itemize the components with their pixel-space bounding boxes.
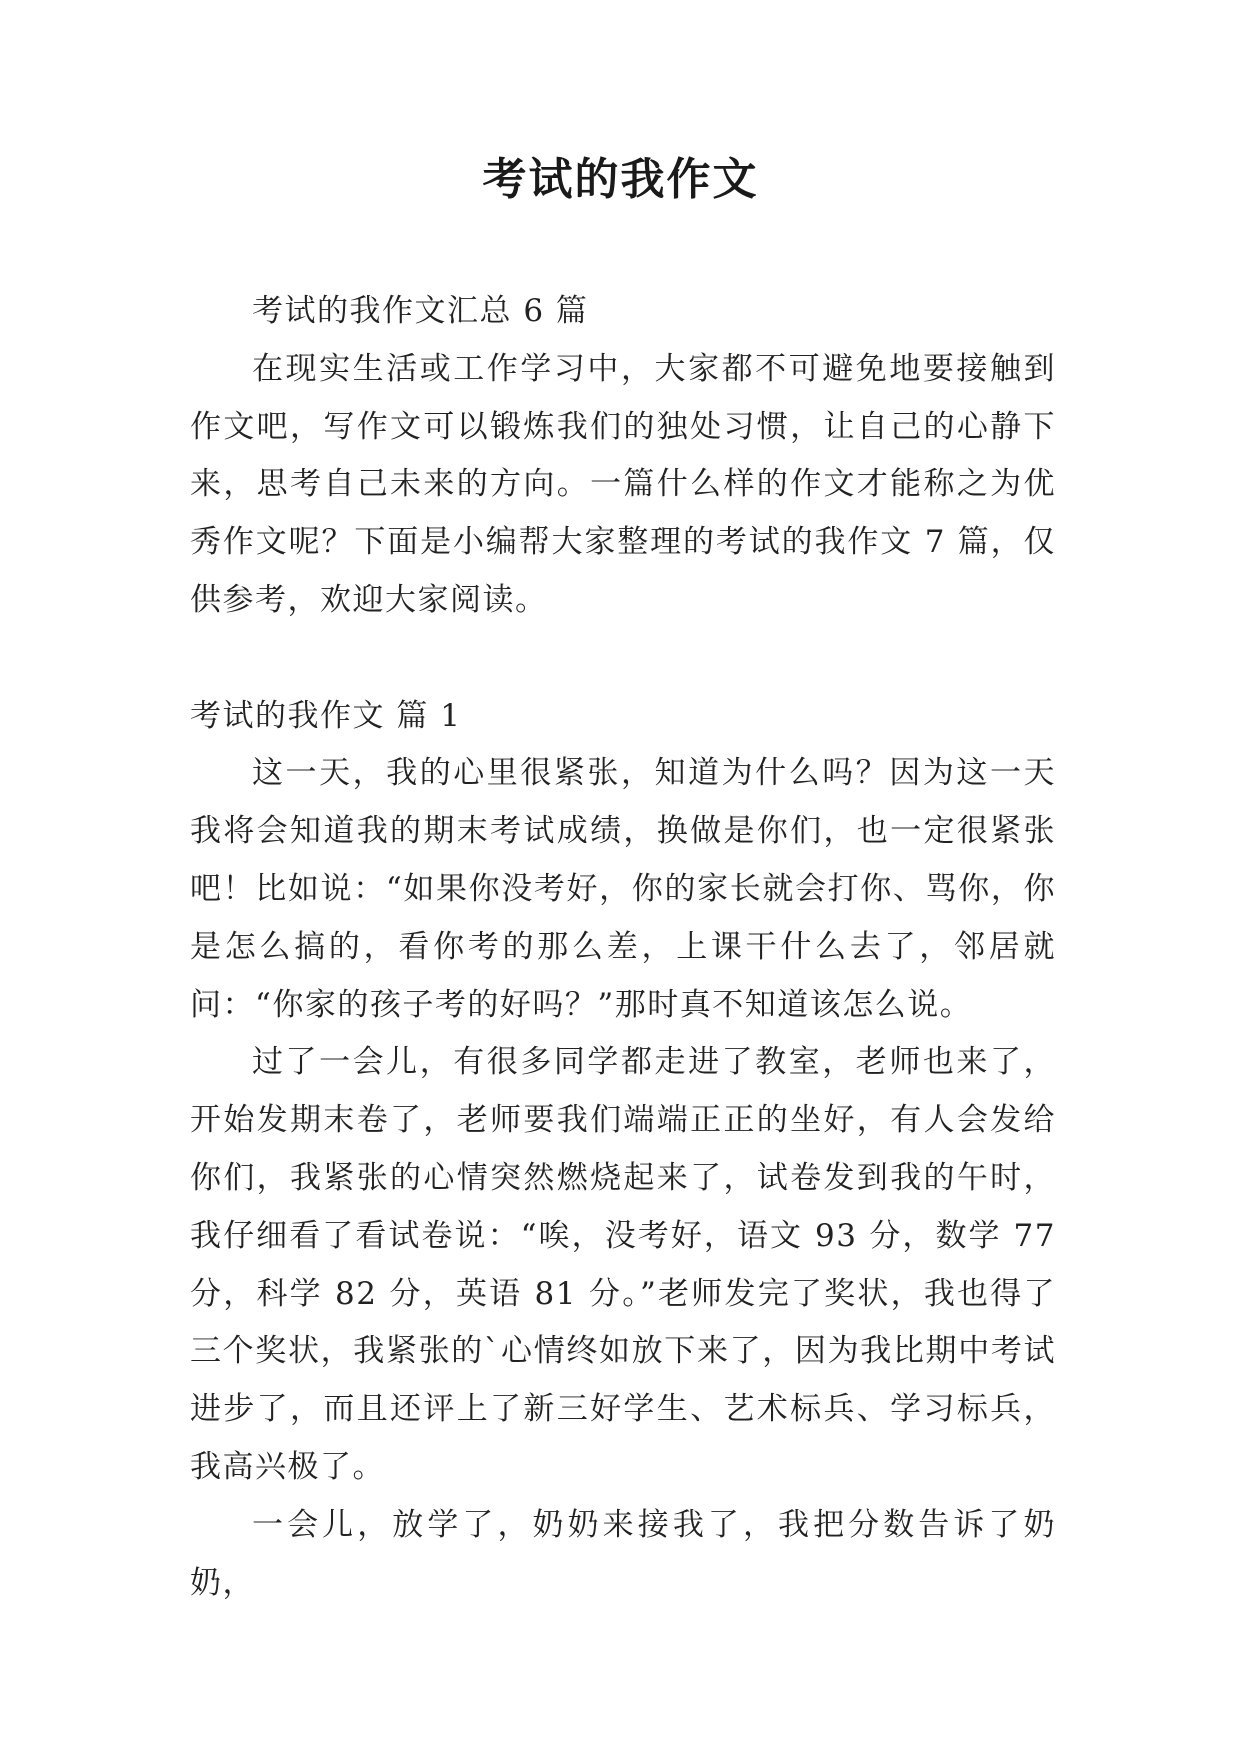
section-1: [190, 688, 1056, 1613]
document-subtitle: 考试的我作文汇总 6 篇: [252, 293, 589, 329]
section-heading: 考试的我作文 篇 1: [190, 697, 462, 734]
section-paragraph: 过了一会儿，有很多同学都走进了教室，老师也来了，开始发期末卷了，老师要我们端端正正的坐好，有人会发给你们，我紧张的心情突然燃烧起来了，试卷发到我的午时，我仔细看了看试卷说：“唉，没考好，语文 93 分，数学 77 分，科学 82 分，英语 81 分。”老师发完了奖状，我也得了三个奖状，我紧张的`心情终如放下来了，因为我比期中考试进步了，而且还评上了新三好学生、艺术标兵、学习标兵，我高兴极了。: [190, 1044, 1056, 1485]
section-paragraph: 一会儿，放学了，奶奶来接我了，我把分数告诉了奶奶，: [190, 1506, 1056, 1601]
intro-paragraph: 在现实生活或工作学习中，大家都不可避免地要接触到作文吧，写作文可以锻炼我们的独处习惯，让自己的心静下来，思考自己未来的方向。一篇什么样的作文才能称之为优秀作文呢？下面是小编帮大家整理的考试的我作文 7 篇，仅供参考，欢迎大家阅读。: [190, 350, 1056, 618]
document-title: 考试的我作文: [482, 154, 759, 205]
section-paragraph: 这一天，我的心里很紧张，知道为什么吗？因为这一天我将会知道我的期末考试成绩，换做是你们，也一定很紧张吧！比如说：“如果你没考好，你的家长就会打你、骂你，你是怎么搞的，看你考的那么差，上课干什么去了，邻居就问：“你家的孩子考的好吗？”那时真不知道该怎么说。: [190, 755, 1056, 1023]
document-body: [190, 283, 1056, 1612]
